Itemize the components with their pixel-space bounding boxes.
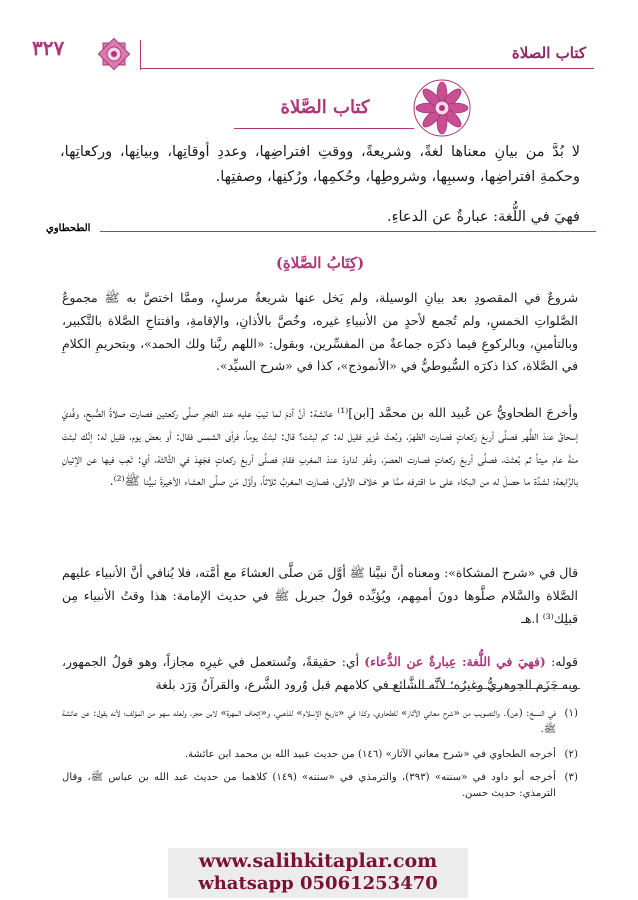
footnote-divider [380,688,580,689]
commentator-label: الطحطاوي [46,223,91,234]
header-rule [140,68,594,69]
commentary-paragraph [62,651,578,697]
matn-paragraph: لا بُدَّ من بيانِ معناها لغةً، وشريعةً، ووقتِ افتراضِها، وعددِ أوقاتِها، وبيانِها، وركعاتِها، وحكمةِ افتراضِها، وسببِها، وشروطِها، وحُكمِها، ورُكنِها، وصفتِها. [60,144,580,185]
footnote-text: في النسخ: (عن). والتصويب من «شرح معاني الآثار» للطحاوي، وكذا في «تاريخ الإسلام» للذهبي، و«إتحاف المهرة» لابن حجر، ولعله سهو من المؤلف؛ لأنه يقول: عن عائشة ﷺ. [62,708,556,735]
running-title: كتاب الصلاة [511,44,586,62]
watermark-phone: whatsapp 05061253470 [198,873,438,894]
chapter-title-underline [234,128,414,129]
footnote [62,706,578,740]
matn-quote: (فهيَ في اللُّغة: عِبارةٌ عن الدُّعاء) [364,654,546,669]
chapter-title: كتاب الصَّلاة [280,97,370,118]
matn-paragraph: فهيَ في اللُّغة: عبارةٌ عن الدعاءِ. [387,209,580,225]
footnote-number: (٢) [564,749,578,760]
section-divider [100,231,596,232]
footnote [62,747,578,765]
commentary-title: (كِتَابُ الصَّلاةِ) [275,254,365,272]
header-divider [140,40,141,70]
footnote-number: (٣) [564,772,578,783]
chapter-rosette-icon [412,78,472,138]
commentary-paragraph: وأخرجَ الطحاويُّ عن عُبيد الله بن محمَّد [ابن]⁽¹⁾ عائشة: أنَّ آدمَ لما تيبَ عليه عند الفجرِ صلَّى ركعتين فصارت صلاةُ الصُّبح، وفُديَ إسحاقُ عندَ الظُّهر فصلَّى أربعَ ركعاتٍ فصارت الظهرَ، وبُعثَ عُزير فقيل له: كم لبثت؟ قال: لبثتُ يوماً، فرأى الشمس فقال: أو بعضَ يوم، فقيل له: إنَّك لبثتَ مئةَ عام ميتاً ثم بُعثتَ، فصلَّى أربعَ ركعاتٍ فصارت العصرَ، وغُفر لداودَ عندَ المغربِ فقامَ فصلَّى أربعَ ركعاتٍ فجَهِدَ في الثَّالثة، أي: تَعِب فيها عن الإتيانِ بالرَّابعة؛ لشدَّة ما حصلَ له من البكاء على ما اقترفه ممَّا هو خلاف الأولى، فصارت المغربُ ثلاثاً، وأوَّل مَن صلَّى العشاء الأخيرةَ نبيُّنا ﷺ⁽²⁾. [62,405,578,489]
commentary-text: أي: حقيقةً، وتُستعمل في غيرِه مجازاً، وهو قولُ الجمهور، وبه جَزَم الجوهريُّ وغيرُه؛ لأنَّه الشَّائع في كلامهم قبل وُرود الشَّرع، والقرآنُ وَرَد بلغة [62,654,578,692]
watermark-website: www.salihkitaplar.com [198,850,438,872]
page-number: ٣٢٧ [32,36,65,60]
commentary-lead: قوله: [551,654,578,669]
commentary-paragraph: شروعٌ في المقصودِ بعد بيانِ الوسيلة، ولم يَخل عنها شريعةُ مرسلٍ، وممَّا اختصَّ به ﷺ مجموعُ الصَّلواتِ الخمسِ، ولم تُجمع لأحدٍ من الأنبياءِ غيره، وخُصَّ بالأذانِ، والإقامةِ، وافتتاحِ الصَّلاة بالتَّكبير، وبالتأمينِ، وبالركوعِ فيما ذكرَه جماعةٌ من المفسِّرين، وبقول: «اللهم ربَّنا ولك الحمد»، وبتحريمِ الكلامِ في الصَّلاة، كذا ذكرَه السُّيوطيُّ في «الأنموذج»، كذا في «شرح السيِّد». [62,290,578,374]
commentary-paragraph: قال في «شرح المشكاة»: ومعناه أنَّ نبيَّنا ﷺ أوَّل مَن صلَّى العشاءَ مع أمَّته، فلا يُنافي أنَّ الأنبياء عليهم الصَّلاة والسَّلام صلَّوها دونَ أممِهم، ويُؤيِّده قولُ جبريل ﷺ في حديث الإمامة: هذا وقتُ الأنبياء مِن قبلِك⁽³⁾ ا.هـ [62,565,578,626]
footnote-text: أخرجه أبو داود في «سننه» (٣٩٣)، والترمذي في «سننه» (١٤٩) كلاهما من حديث عبد الله بن عباس ﷺ، وقال الترمذي: حديث حسن. [62,772,556,799]
footnote [62,770,578,804]
footnote-number: (١) [564,708,578,719]
footnote-text: أخرجه الطحاوي في «شرح معاني الآثار» (١٤٦) من حديث عبيد الله بن محمد ابن عائشة. [184,749,556,760]
